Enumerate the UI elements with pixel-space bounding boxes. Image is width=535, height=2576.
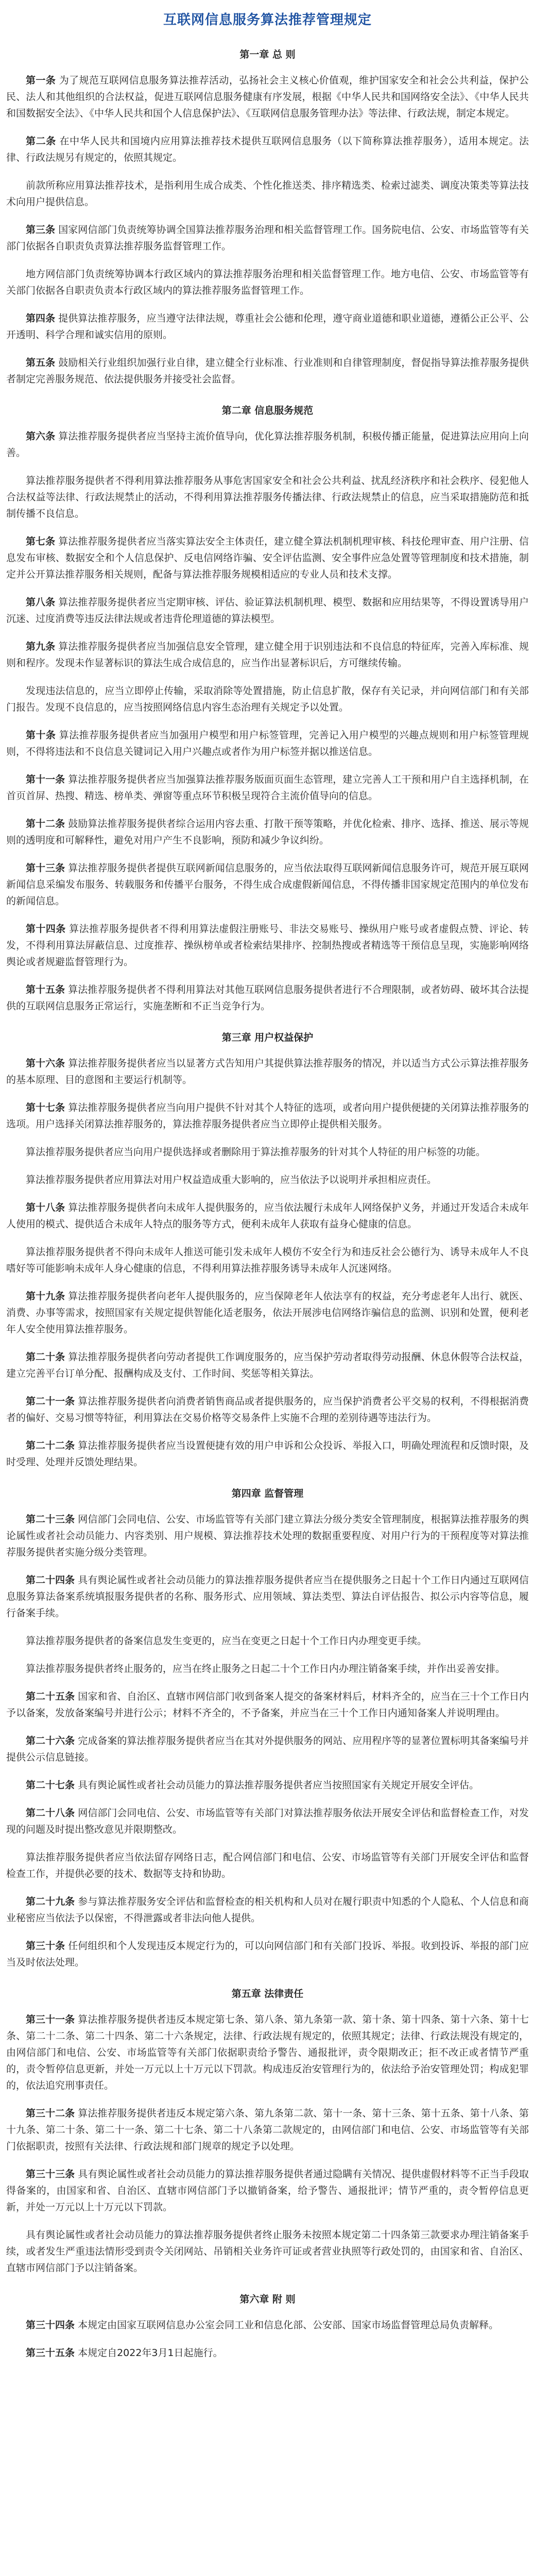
article-number: 第二十二条 xyxy=(26,1440,75,1451)
article-paragraph xyxy=(6,1099,529,1132)
article-paragraph xyxy=(6,1938,529,1971)
article-text: 算法推荐服务提供者应当设置便捷有效的用户申诉和公众投诉、举报入口，明确处理流程和反馈时限，及时受理、处理并反馈处理结果。 xyxy=(6,1440,529,1468)
article-text: 具有舆论属性或者社会动员能力的算法推荐服务提供者应当按照国家有关规定开展安全评估。 xyxy=(78,1780,479,1791)
article-text: 具有舆论属性或者社会动员能力的算法推荐服务提供者应当在提供服务之日起十个工作日内通过互联网信息服务算法备案系统填报服务提供者的名称、服务形式、应用领域、算法类型、算法自评估报告、拟公示内容等信息，履行备案手续。 xyxy=(6,1574,529,1619)
article-text: 算法推荐服务提供者向老年人提供服务的，应当保障老年人依法享有的权益，充分考虑老年人出行、就医、消费、办事等需求，按照国家有关规定提供智能化适老服务，依法开展涉电信网络诈骗信息的监测、识别和处置，便利老年人安全使用算法推荐服务。 xyxy=(6,1291,529,1335)
document-title: 互联网信息服务算法推荐管理规定 xyxy=(163,12,372,28)
article-paragraph xyxy=(6,1893,529,1926)
article-text: 算法推荐服务提供者的备案信息发生变更的，应当在变更之日起十个工作日内办理变更手续。 xyxy=(26,1635,427,1647)
article-number: 第二十七条 xyxy=(26,1780,75,1791)
article-text: 前款所称应用算法推荐技术，是指利用生成合成类、个性化推送类、排序精选类、检索过滤类、调度决策类等算法技术向用户提供信息。 xyxy=(6,180,529,208)
chapter-section xyxy=(6,1030,529,1470)
article-paragraph xyxy=(6,860,529,909)
article-number: 第四条 xyxy=(26,313,56,324)
article-paragraph xyxy=(6,133,529,166)
article-number: 第二条 xyxy=(26,135,56,147)
chapter-title: 第三章 用户权益保护 xyxy=(221,1032,314,1043)
article-number: 第二十一条 xyxy=(26,1396,75,1407)
article-paragraph xyxy=(6,1055,529,1088)
article-paragraph xyxy=(6,1199,529,1232)
article-number: 第七条 xyxy=(26,536,56,547)
article-text: 具有舆论属性或者社会动员能力的算法推荐服务提供者终止服务未按照本规定第二十四条第三款要求办理注销备案手续，或者发生严重违法情形受到责令关闭网站、吊销相关业务许可证或者营业执照等行政处罚的，由国家和省、自治区、直辖市网信部门予以注销备案。 xyxy=(6,2229,529,2274)
article-paragraph xyxy=(6,1849,529,1882)
article-text: 网信部门会同电信、公安、市场监管等有关部门建立算法分级分类安全管理制度，根据算法推荐服务的舆论属性或者社会动员能力、内容类别、用户规模、算法推荐技术处理的数据重要程度、对用户行为的干预程度等对算法推荐服务提供者实施分级分类管理。 xyxy=(6,1514,529,1558)
article-text: 国家和省、自治区、直辖市网信部门收到备案人提交的备案材料后，材料齐全的，应当在三十个工作日内予以备案，发放备案编号并进行公示；材料不齐全的，不予备案，并应当在三十个工作日内通知备案人并说明理由。 xyxy=(6,1691,529,1719)
article-paragraph xyxy=(6,2227,529,2276)
chapter-section xyxy=(6,403,529,1014)
article-number: 第三十五条 xyxy=(26,2347,75,2359)
article-number: 第三条 xyxy=(26,224,56,235)
article-paragraph xyxy=(6,222,529,255)
chapter-title: 第五章 法律责任 xyxy=(231,1988,304,1999)
article-paragraph xyxy=(6,638,529,671)
chapter-section xyxy=(6,1486,529,1971)
article-text: 算法推荐服务提供者应当加强用户模型和用户标签管理，完善记入用户模型的兴趣点规则和用户标签管理规则，不得将违法和不良信息关键词记入用户兴趣点或者作为用户标签并据以推送信息。 xyxy=(6,730,529,757)
article-paragraph xyxy=(6,1660,529,1677)
article-number: 第十四条 xyxy=(26,923,66,935)
article-text: 算法推荐服务提供者应当加强信息安全管理，建立健全用于识别违法和不良信息的特征库，完善入库标准、规则和程序。发现未作显著标识的算法生成合成信息的，应当作出显著标识后，方可继续传输。 xyxy=(6,641,529,669)
article-paragraph xyxy=(6,310,529,343)
article-text: 具有舆论属性或者社会动员能力的算法推荐服务提供者通过隐瞒有关情况、提供虚假材料等不正当手段取得备案的，由国家和省、自治区、直辖市网信部门予以撤销备案，给予警告、通报批评；情节严重的，责令暂停信息更新，并处一万元以上十万元以下罚款。 xyxy=(6,2168,529,2213)
article-paragraph xyxy=(6,1144,529,1160)
article-text: 算法推荐服务提供者不得利用算法虚假注册账号、非法交易账号、操纵用户账号或者虚假点赞、评论、转发，不得利用算法屏蔽信息、过度推荐、操纵榜单或者检索结果排序、控制热搜或者精选等干预信息呈现，实施影响网络舆论或者规避监督管理行为。 xyxy=(6,923,529,968)
article-number: 第十五条 xyxy=(26,984,65,995)
article-paragraph xyxy=(6,2317,529,2333)
article-text: 算法推荐服务提供者应当加强算法推荐服务版面页面生态管理，建立完善人工干预和用户自主选择机制，在首页首屏、热搜、精选、榜单类、弹窗等重点环节积极呈现符合主流价值导向的信息。 xyxy=(6,774,529,802)
article-paragraph xyxy=(6,1288,529,1337)
article-number: 第八条 xyxy=(26,597,56,608)
article-paragraph xyxy=(6,533,529,583)
article-number: 第二十九条 xyxy=(26,1896,75,1907)
article-number: 第三十三条 xyxy=(26,2168,75,2180)
article-number: 第三十四条 xyxy=(26,2319,75,2331)
article-paragraph xyxy=(6,727,529,760)
article-text: 算法推荐服务提供者违反本规定第七条、第八条、第九条第一款、第十条、第十四条、第十六条、第十七条、第二十二条、第二十四条、第二十六条规定，法律、行政法规有规定的，依照其规定；法律、行政法规没有规定的，由网信部门和电信、公安、市场监管等有关部门依据职责给予警告、通报批评，责令限期改正；拒不改正或者情节严重的，责令暂停信息更新，并处一万元以上十万元以下罚款。构成违反治安管理行为的，依法给予治安管理处罚；构成犯罪的，依法追究刑事责任。 xyxy=(6,2014,529,2091)
article-number: 第二十五条 xyxy=(26,1691,75,1702)
article-text: 算法推荐服务提供者应当定期审核、评估、验证算法机制机理、模型、数据和应用结果等，不得设置诱导用户沉迷、过度消费等违反法律法规或者违背伦理道德的算法模型。 xyxy=(6,597,529,624)
article-text: 算法推荐服务提供者不得利用算法对其他互联网信息服务提供者进行不合理限制，或者妨碍、破坏其合法提供的互联网信息服务正常运行，实施垄断和不正当竞争行为。 xyxy=(6,984,529,1012)
article-paragraph xyxy=(6,472,529,522)
article-paragraph xyxy=(6,1244,529,1277)
article-paragraph xyxy=(6,1511,529,1561)
article-text: 完成备案的算法推荐服务提供者应当在其对外提供服务的网站、应用程序等的显著位置标明其备案编号并提供公示信息链接。 xyxy=(6,1735,529,1763)
article-paragraph xyxy=(6,2345,529,2361)
article-number: 第二十条 xyxy=(26,1351,65,1363)
article-text: 算法推荐服务提供者提供互联网新闻信息服务的，应当依法取得互联网新闻信息服务许可，规范开展互联网新闻信息采编发布服务、转载服务和传播平台服务，不得生成合成虚假新闻信息，不得传播非国家规定范围内的单位发布的新闻信息。 xyxy=(6,862,529,907)
chapter-title: 第一章 总 则 xyxy=(239,49,296,60)
article-text: 算法推荐服务提供者不得向未成年人推送可能引发未成年人模仿不安全行为和违反社会公德行为、诱导未成年人不良嗜好等可能影响未成年人身心健康的信息，不得利用算法推荐服务诱导未成年人沉迷网络。 xyxy=(6,1246,529,1274)
article-paragraph xyxy=(6,1633,529,1649)
article-text: 鼓励算法推荐服务提供者综合运用内容去重、打散干预等策略，并优化检索、排序、选择、推送、展示等规则的透明度和可解释性，避免对用户产生不良影响，预防和减少争议纠纷。 xyxy=(6,818,529,846)
article-number: 第二十三条 xyxy=(26,1514,75,1525)
article-paragraph xyxy=(6,1733,529,1766)
article-paragraph xyxy=(6,2105,529,2155)
article-number: 第三十条 xyxy=(26,1940,65,1952)
article-number: 第二十四条 xyxy=(26,1574,75,1586)
article-number: 第十三条 xyxy=(26,862,65,874)
chapter-title: 第六章 附 则 xyxy=(239,2294,296,2305)
article-text: 算法推荐服务提供者终止服务的，应当在终止服务之日起二十个工作日内办理注销备案手续，并作出妥善安排。 xyxy=(26,1663,506,1674)
article-number: 第十八条 xyxy=(26,1202,65,1213)
article-number: 第十七条 xyxy=(26,1102,65,1113)
article-number: 第十二条 xyxy=(26,818,65,829)
article-number: 第三十二条 xyxy=(26,2108,75,2119)
article-paragraph xyxy=(6,428,529,461)
article-text: 算法推荐服务提供者应用算法对用户权益造成重大影响的，应当依法予以说明并承担相应责任。 xyxy=(26,1174,437,1185)
article-number: 第三十一条 xyxy=(26,2014,75,2025)
article-text: 算法推荐服务提供者违反本规定第六条、第九条第二款、第十一条、第十三条、第十五条、第十八条、第十九条、第二十条、第二十一条、第二十七条、第二十八条第二款规定的，由网信部门和电信、公安、市场监管等有关部门依据职责，按照有关法律、行政法规和部门规章的规定予以处理。 xyxy=(6,2108,529,2152)
article-number: 第十一条 xyxy=(26,774,65,785)
article-text: 提供算法推荐服务，应当遵守法律法规，尊重社会公德和伦理，遵守商业道德和职业道德，遵循公正公平、公开透明、科学合理和诚实信用的原则。 xyxy=(6,313,529,341)
article-paragraph xyxy=(6,1572,529,1621)
article-paragraph xyxy=(6,683,529,716)
article-text: 算法推荐服务提供者应当以显著方式告知用户其提供算法推荐服务的情况，并以适当方式公示算法推荐服务的基本原理、目的意图和主要运行机制等。 xyxy=(6,1058,529,1086)
article-paragraph xyxy=(6,266,529,299)
article-number: 第二十六条 xyxy=(26,1735,75,1747)
article-text: 网信部门会同电信、公安、市场监管等有关部门对算法推荐服务依法开展安全评估和监督检查工作，对发现的问题及时提出整改意见并限期整改。 xyxy=(6,1807,529,1835)
article-text: 算法推荐服务提供者应当落实算法安全主体责任，建立健全算法机制机理审核、科技伦理审查、用户注册、信息发布审核、数据安全和个人信息保护、反电信网络诈骗、安全评估监测、安全事件应急处置等管理制度和技术措施，制定并公开算法推荐服务相关规则，配备与算法推荐服务规模相适应的专业人员和技术支撑。 xyxy=(6,536,529,580)
article-text: 地方网信部门负责统筹协调本行政区域内的算法推荐服务治理和相关监督管理工作。地方电信、公安、市场监管等有关部门依据各自职责负责本行政区域内的算法推荐服务监督管理工作。 xyxy=(6,268,529,296)
article-paragraph xyxy=(6,1437,529,1470)
article-number: 第十九条 xyxy=(26,1291,65,1302)
article-paragraph xyxy=(6,981,529,1014)
article-text: 在中华人民共和国境内应用算法推荐技术提供互联网信息服务（以下简称算法推荐服务），适用本规定。法律、行政法规另有规定的，依照其规定。 xyxy=(6,135,529,163)
article-text: 算法推荐服务提供者应当向用户提供选择或者删除用于算法推荐服务的针对其个人特征的用户标签的功能。 xyxy=(26,1146,486,1158)
article-number: 第一条 xyxy=(26,75,56,86)
article-text: 国家网信部门负责统筹协调全国算法推荐服务治理和相关监督管理工作。国务院电信、公安、市场监管等有关部门依据各自职责负责算法推荐服务监督管理工作。 xyxy=(6,224,529,252)
article-paragraph xyxy=(6,1777,529,1793)
article-number: 第六条 xyxy=(26,431,56,442)
article-paragraph xyxy=(6,1393,529,1426)
article-text: 算法推荐服务提供者向未成年人提供服务的，应当依法履行未成年人网络保护义务，并通过开发适合未成年人使用的模式、提供适合未成年人特点的服务等方式，便利未成年人获取有益身心健康的信息。 xyxy=(6,1202,529,1230)
article-paragraph xyxy=(6,1688,529,1721)
article-paragraph xyxy=(6,594,529,627)
chapter-title: 第四章 监督管理 xyxy=(231,1488,304,1499)
chapter-section xyxy=(6,1986,529,2276)
article-text: 鼓励相关行业组织加强行业自律，建立健全行业标准、行业准则和自律管理制度，督促指导算法推荐服务提供者制定完善服务规范、依法提供服务并接受社会监督。 xyxy=(6,357,529,385)
document-body xyxy=(6,47,529,2361)
article-text: 算法推荐服务提供者应当坚持主流价值导向，优化算法推荐服务机制，积极传播正能量，促进算法应用向上向善。 xyxy=(6,431,529,459)
article-number: 第五条 xyxy=(26,357,56,368)
article-paragraph xyxy=(6,921,529,970)
chapter-section xyxy=(6,47,529,387)
article-paragraph xyxy=(6,771,529,804)
article-text: 本规定自2022年3月1日起施行。 xyxy=(78,2347,223,2359)
article-text: 发现违法信息的，应当立即停止传输，采取消除等处置措施，防止信息扩散，保存有关记录，并向网信部门和有关部门报告。发现不良信息的，应当按照网络信息内容生态治理有关规定予以处置。 xyxy=(6,685,529,713)
article-number: 第九条 xyxy=(26,641,56,652)
article-text: 为了规范互联网信息服务算法推荐活动，弘扬社会主义核心价值观，维护国家安全和社会公共利益，保护公民、法人和其他组织的合法权益，促进互联网信息服务健康有序发展，根据《中华人民共和国网络安全法》、《中华人民共和国数据安全法》、《中华人民共和国个人信息保护法》、《互联网信息服务管理办法》等法律、行政法规，制定本规定。 xyxy=(6,75,529,119)
article-text: 算法推荐服务提供者应当向用户提供不针对其个人特征的选项，或者向用户提供便捷的关闭算法推荐服务的选项。用户选择关闭算法推荐服务的，算法推荐服务提供者应当立即停止提供相关服务。 xyxy=(6,1102,529,1130)
article-paragraph xyxy=(6,354,529,387)
article-paragraph xyxy=(6,1172,529,1188)
article-text: 参与算法推荐服务安全评估和监督检查的相关机构和人员对在履行职责中知悉的个人隐私、个人信息和商业秘密应当依法予以保密，不得泄露或者非法向他人提供。 xyxy=(6,1896,529,1924)
article-number: 第十六条 xyxy=(26,1058,65,1069)
article-number: 第二十八条 xyxy=(26,1807,75,1819)
article-paragraph xyxy=(6,816,529,849)
chapter-title: 第二章 信息服务规范 xyxy=(221,405,314,416)
article-text: 算法推荐服务提供者应当依法留存网络日志，配合网信部门和电信、公安、市场监管等有关部门开展安全评估和监督检查工作，并提供必要的技术、数据等支持和协助。 xyxy=(6,1852,529,1879)
article-paragraph xyxy=(6,72,529,122)
chapter-section xyxy=(6,2292,529,2361)
article-text: 算法推荐服务提供者向消费者销售商品或者提供服务的，应当保护消费者公平交易的权利，不得根据消费者的偏好、交易习惯等特征，利用算法在交易价格等交易条件上实施不合理的差别待遇等违法行为。 xyxy=(6,1396,529,1423)
article-text: 算法推荐服务提供者不得利用算法推荐服务从事危害国家安全和社会公共利益、扰乱经济秩序和社会秩序、侵犯他人合法权益等法律、行政法规禁止的活动，不得利用算法推荐服务传播法律、行政法规禁止的信息，应当采取措施防范和抵制传播不良信息。 xyxy=(6,475,529,519)
article-paragraph xyxy=(6,177,529,210)
article-paragraph xyxy=(6,1349,529,1382)
article-text: 本规定由国家互联网信息办公室会同工业和信息化部、公安部、国家市场监督管理总局负责解释。 xyxy=(78,2319,499,2331)
article-paragraph xyxy=(6,2166,529,2215)
article-text: 任何组织和个人发现违反本规定行为的，可以向网信部门和有关部门投诉、举报。收到投诉、举报的部门应当及时依法处理。 xyxy=(6,1940,529,1968)
article-paragraph xyxy=(6,2011,529,2094)
article-paragraph xyxy=(6,1805,529,1838)
article-text: 算法推荐服务提供者向劳动者提供工作调度服务的，应当保护劳动者取得劳动报酬、休息休假等合法权益，建立完善平台订单分配、报酬构成及支付、工作时间、奖惩等相关算法。 xyxy=(6,1351,529,1379)
article-number: 第十条 xyxy=(26,730,56,741)
